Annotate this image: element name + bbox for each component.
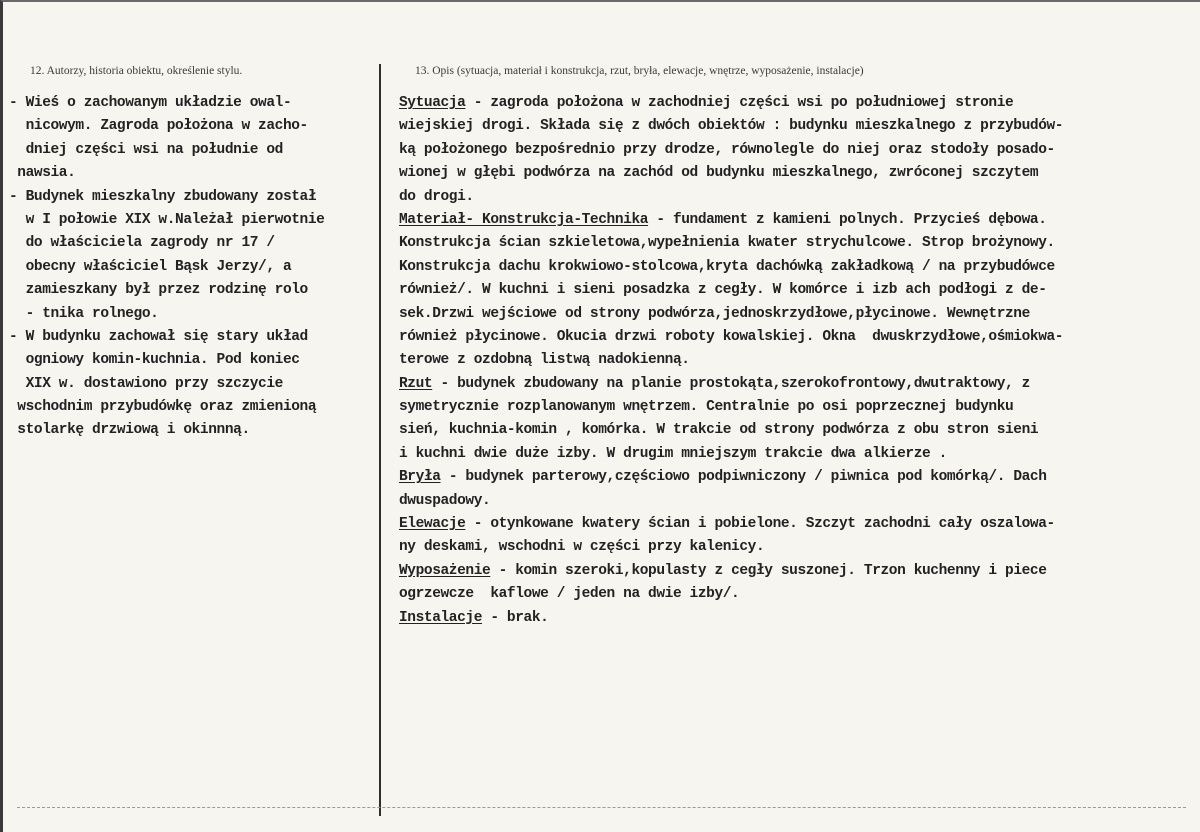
history-line: - W budynku zachował się stary układ bbox=[9, 328, 308, 345]
section-12-heading: 12. Autorzy, historia obiektu, określenie stylu. bbox=[30, 65, 243, 77]
history-line: - Budynek mieszkalny zbudowany został bbox=[9, 188, 317, 205]
line-text: sek.Drzwi wejściowe od strony podwórza,jednoskrzydłowe,płycinowe. Wewnętrzne bbox=[399, 305, 1030, 322]
description-line bbox=[399, 560, 1199, 583]
description-line bbox=[399, 303, 1199, 326]
description-line bbox=[399, 326, 1199, 349]
section-label: Instalacje bbox=[399, 609, 483, 626]
description-line bbox=[399, 115, 1199, 138]
description-line bbox=[399, 232, 1199, 255]
description-line bbox=[399, 349, 1199, 372]
history-line: do właściciela zagrody nr 17 / bbox=[9, 235, 275, 252]
history-line: - tnika rolnego. bbox=[9, 305, 159, 322]
description-line bbox=[399, 443, 1199, 466]
line-text: również/. W kuchni i sieni posadzka z cegły. W komórce i izb ach podłogi z de- bbox=[399, 282, 1047, 299]
history-column bbox=[9, 92, 379, 443]
description-line bbox=[399, 536, 1199, 559]
history-line: obecny właściciel Bąsk Jerzy/, a bbox=[9, 258, 292, 275]
section-label: Sytuacja bbox=[399, 95, 466, 111]
line-text: wionej w głębi podwórza na zachód od budynku mieszkalnego, zwróconej szczytem bbox=[399, 165, 1039, 182]
history-line: w I połowie XIX w.Należał pierwotnie bbox=[9, 211, 325, 228]
section-label: Materiał- Konstrukcja-Technika bbox=[399, 211, 649, 228]
description-line bbox=[399, 583, 1199, 606]
line-text: - fundament z kamieni polnych. Przycieś dębowa. bbox=[648, 211, 1047, 228]
line-text: - komin szeroki,kopulasty z cegły suszonej. Trzon kuchenny i piece bbox=[490, 562, 1047, 579]
description-line bbox=[399, 607, 1199, 630]
history-line: nicowym. Zagroda położona w zacho- bbox=[9, 118, 308, 135]
history-line: zamieszkany był przez rodzinę rolo bbox=[9, 282, 308, 299]
history-line: XIX w. dostawiono przy szczycie bbox=[9, 375, 283, 392]
description-line bbox=[399, 256, 1199, 279]
description-line bbox=[399, 419, 1199, 442]
line-text: sień, kuchnia-komin , komórka. W trakcie od strony podwórza z obu stron sieni bbox=[399, 422, 1039, 439]
column-divider bbox=[379, 64, 381, 816]
line-text: - otynkowane kwatery ścian i pobielone. Szczyt zachodni cały oszalowa- bbox=[465, 516, 1055, 533]
history-line: nawsia. bbox=[9, 165, 76, 182]
line-text: Konstrukcja dachu krokwiowo-stolcowa,kryta dachówką zakładkową / na przybudówce bbox=[399, 258, 1055, 275]
line-text: - zagroda położona w zachodniej części wsi po południowej stronie bbox=[465, 95, 1014, 111]
line-text: - budynek parterowy,częściowo podpiwniczony / piwnica pod komórką/. Dach bbox=[440, 469, 1047, 486]
description-line bbox=[399, 466, 1199, 489]
description-line bbox=[399, 186, 1199, 209]
line-text: Konstrukcja ścian szkieletowa,wypełnienia kwater strychulcowe. Strop brożynowy. bbox=[399, 235, 1055, 252]
line-text: - budynek zbudowany na planie prostokąta,szerokofrontowy,dwutraktowy, z bbox=[432, 375, 1030, 392]
description-line bbox=[399, 162, 1199, 185]
history-line: ogniowy komin-kuchnia. Pod koniec bbox=[9, 352, 300, 369]
line-text: i kuchni dwie duże izby. W drugim mniejszym trakcie dwa alkierze . bbox=[399, 445, 947, 462]
line-text: - brak. bbox=[482, 609, 549, 626]
section-label: Wyposażenie bbox=[399, 562, 491, 579]
line-text: terowe z ozdobną listwą nadokienną. bbox=[399, 352, 690, 369]
line-text: również płycinowe. Okucia drzwi roboty kowalskiej. Okna dwuskrzydłowe,ośmiokwa- bbox=[399, 328, 1064, 345]
section-label: Rzut bbox=[399, 375, 433, 392]
description-line bbox=[399, 490, 1199, 513]
line-text: do drogi. bbox=[399, 188, 474, 205]
bottom-dashed-rule bbox=[17, 807, 1186, 808]
description-line bbox=[399, 513, 1199, 536]
history-line: - Wieś o zachowanym układzie owal- bbox=[9, 95, 292, 111]
description-line bbox=[399, 373, 1199, 396]
line-text: symetrycznie rozplanowanym wnętrzem. Centralnie po osi poprzecznej budynku bbox=[399, 399, 1014, 416]
description-line bbox=[399, 92, 1199, 115]
description-line bbox=[399, 396, 1199, 419]
description-line bbox=[399, 279, 1199, 302]
section-label: Bryła bbox=[399, 469, 441, 486]
history-line: wschodnim przybudówkę oraz zmienioną bbox=[9, 399, 317, 416]
line-text: ny deskami, wschodni w części przy kalenicy. bbox=[399, 539, 765, 556]
section-label: Elewacje bbox=[399, 516, 466, 533]
history-line: stolarkę drzwiową i okinnną. bbox=[9, 422, 250, 439]
description-line bbox=[399, 139, 1199, 162]
description-line bbox=[399, 209, 1199, 232]
history-line: dniej części wsi na południe od bbox=[9, 141, 283, 158]
line-text: wiejskiej drogi. Składa się z dwóch obiektów : budynku mieszkalnego z przybudów- bbox=[399, 118, 1064, 135]
line-text: dwuspadowy. bbox=[399, 492, 491, 509]
line-text: ką położonego bezpośrednio przy drodze, równolegle do niej oraz stodoły posado- bbox=[399, 141, 1055, 158]
section-13-heading: 13. Opis (sytuacja, materiał i konstrukcja, rzut, bryła, elewacje, wnętrze, wyposażenie, instalacje) bbox=[415, 65, 864, 77]
line-text: ogrzewcze kaflowe / jeden na dwie izby/. bbox=[399, 586, 740, 603]
description-column bbox=[399, 92, 1199, 630]
